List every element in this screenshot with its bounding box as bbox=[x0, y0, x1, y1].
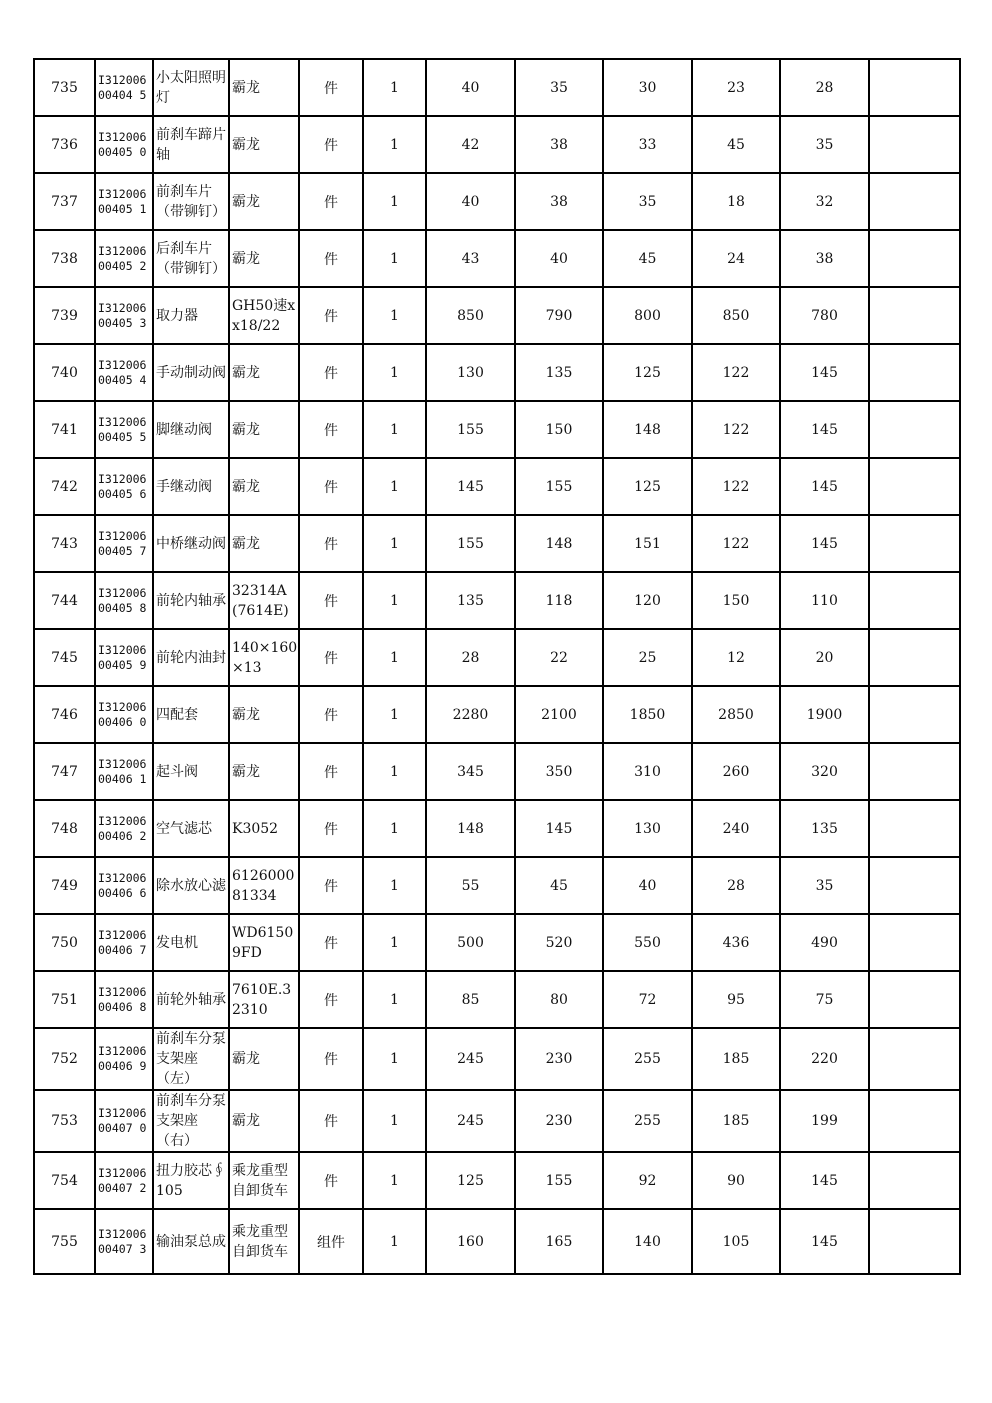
price-3: 125 bbox=[603, 458, 692, 515]
item-code: I31200600405 3 bbox=[95, 287, 153, 344]
item-code: I31200600406 9 bbox=[95, 1028, 153, 1090]
item-spec: 乘龙重型自卸货车 bbox=[229, 1152, 299, 1209]
item-note bbox=[869, 401, 960, 458]
price-3: 800 bbox=[603, 287, 692, 344]
price-4: 18 bbox=[692, 173, 780, 230]
price-4: 12 bbox=[692, 629, 780, 686]
item-spec: 霸龙 bbox=[229, 458, 299, 515]
row-number: 748 bbox=[34, 800, 95, 857]
price-1: 160 bbox=[426, 1209, 515, 1274]
row-number: 750 bbox=[34, 914, 95, 971]
item-note bbox=[869, 1152, 960, 1209]
price-3: 1850 bbox=[603, 686, 692, 743]
row-number: 738 bbox=[34, 230, 95, 287]
item-spec: 霸龙 bbox=[229, 1090, 299, 1152]
price-1: 85 bbox=[426, 971, 515, 1028]
item-name: 前刹车分泵支架座（左） bbox=[153, 1028, 229, 1090]
item-qty: 1 bbox=[363, 800, 426, 857]
price-2: 148 bbox=[515, 515, 603, 572]
row-number: 749 bbox=[34, 857, 95, 914]
item-note bbox=[869, 173, 960, 230]
item-name: 发电机 bbox=[153, 914, 229, 971]
price-2: 38 bbox=[515, 173, 603, 230]
table-row bbox=[34, 971, 960, 1028]
item-name: 后刹车片（带铆钉） bbox=[153, 230, 229, 287]
price-5: 220 bbox=[780, 1028, 869, 1090]
item-code: I31200600406 8 bbox=[95, 971, 153, 1028]
price-1: 40 bbox=[426, 59, 515, 116]
item-unit: 件 bbox=[299, 1028, 363, 1090]
item-note bbox=[869, 914, 960, 971]
item-note bbox=[869, 230, 960, 287]
item-qty: 1 bbox=[363, 1090, 426, 1152]
price-4: 24 bbox=[692, 230, 780, 287]
price-5: 145 bbox=[780, 1209, 869, 1274]
price-3: 255 bbox=[603, 1090, 692, 1152]
item-unit: 件 bbox=[299, 515, 363, 572]
price-2: 350 bbox=[515, 743, 603, 800]
item-unit: 件 bbox=[299, 914, 363, 971]
item-code: I31200600405 5 bbox=[95, 401, 153, 458]
price-5: 145 bbox=[780, 458, 869, 515]
item-spec: 霸龙 bbox=[229, 59, 299, 116]
table-row bbox=[34, 401, 960, 458]
item-qty: 1 bbox=[363, 572, 426, 629]
item-name: 前轮内轴承 bbox=[153, 572, 229, 629]
table-row bbox=[34, 458, 960, 515]
item-name: 脚继动阀 bbox=[153, 401, 229, 458]
item-note bbox=[869, 344, 960, 401]
item-note bbox=[869, 572, 960, 629]
table-row bbox=[34, 572, 960, 629]
price-2: 38 bbox=[515, 116, 603, 173]
item-unit: 件 bbox=[299, 344, 363, 401]
item-spec: 霸龙 bbox=[229, 116, 299, 173]
price-4: 122 bbox=[692, 515, 780, 572]
item-note bbox=[869, 1090, 960, 1152]
price-4: 28 bbox=[692, 857, 780, 914]
price-1: 155 bbox=[426, 401, 515, 458]
row-number: 743 bbox=[34, 515, 95, 572]
price-1: 145 bbox=[426, 458, 515, 515]
table-row bbox=[34, 857, 960, 914]
row-number: 739 bbox=[34, 287, 95, 344]
price-5: 35 bbox=[780, 116, 869, 173]
row-number: 742 bbox=[34, 458, 95, 515]
price-4: 95 bbox=[692, 971, 780, 1028]
item-unit: 件 bbox=[299, 401, 363, 458]
item-spec: 140×160×13 bbox=[229, 629, 299, 686]
row-number: 737 bbox=[34, 173, 95, 230]
item-qty: 1 bbox=[363, 173, 426, 230]
item-unit: 件 bbox=[299, 458, 363, 515]
price-2: 135 bbox=[515, 344, 603, 401]
price-2: 165 bbox=[515, 1209, 603, 1274]
item-qty: 1 bbox=[363, 230, 426, 287]
item-unit: 件 bbox=[299, 572, 363, 629]
price-1: 42 bbox=[426, 116, 515, 173]
item-unit: 件 bbox=[299, 857, 363, 914]
parts-price-table bbox=[33, 58, 961, 1275]
item-qty: 1 bbox=[363, 971, 426, 1028]
price-2: 520 bbox=[515, 914, 603, 971]
price-4: 260 bbox=[692, 743, 780, 800]
item-qty: 1 bbox=[363, 116, 426, 173]
price-1: 40 bbox=[426, 173, 515, 230]
row-number: 753 bbox=[34, 1090, 95, 1152]
price-5: 199 bbox=[780, 1090, 869, 1152]
price-3: 30 bbox=[603, 59, 692, 116]
price-1: 245 bbox=[426, 1028, 515, 1090]
price-2: 80 bbox=[515, 971, 603, 1028]
item-spec: 霸龙 bbox=[229, 1028, 299, 1090]
item-spec: 霸龙 bbox=[229, 686, 299, 743]
table-body bbox=[34, 59, 960, 1274]
price-1: 135 bbox=[426, 572, 515, 629]
price-3: 45 bbox=[603, 230, 692, 287]
item-code: I31200600406 0 bbox=[95, 686, 153, 743]
table-row bbox=[34, 515, 960, 572]
table-row bbox=[34, 1209, 960, 1274]
item-qty: 1 bbox=[363, 629, 426, 686]
row-number: 736 bbox=[34, 116, 95, 173]
price-2: 2100 bbox=[515, 686, 603, 743]
item-spec: 乘龙重型自卸货车 bbox=[229, 1209, 299, 1274]
price-5: 20 bbox=[780, 629, 869, 686]
price-5: 145 bbox=[780, 515, 869, 572]
price-1: 850 bbox=[426, 287, 515, 344]
item-unit: 件 bbox=[299, 800, 363, 857]
item-name: 手动制动阀 bbox=[153, 344, 229, 401]
price-2: 45 bbox=[515, 857, 603, 914]
table-row bbox=[34, 800, 960, 857]
item-code: I31200600406 6 bbox=[95, 857, 153, 914]
item-code: I31200600405 4 bbox=[95, 344, 153, 401]
price-2: 22 bbox=[515, 629, 603, 686]
item-qty: 1 bbox=[363, 686, 426, 743]
item-spec: 霸龙 bbox=[229, 230, 299, 287]
price-4: 240 bbox=[692, 800, 780, 857]
table-row bbox=[34, 287, 960, 344]
price-4: 122 bbox=[692, 344, 780, 401]
item-unit: 件 bbox=[299, 743, 363, 800]
item-name: 起斗阀 bbox=[153, 743, 229, 800]
price-5: 28 bbox=[780, 59, 869, 116]
item-qty: 1 bbox=[363, 458, 426, 515]
item-spec: 32314A(7614E) bbox=[229, 572, 299, 629]
price-4: 436 bbox=[692, 914, 780, 971]
table-row bbox=[34, 629, 960, 686]
table-row bbox=[34, 59, 960, 116]
row-number: 746 bbox=[34, 686, 95, 743]
price-1: 500 bbox=[426, 914, 515, 971]
price-1: 148 bbox=[426, 800, 515, 857]
item-name: 前轮内油封 bbox=[153, 629, 229, 686]
row-number: 744 bbox=[34, 572, 95, 629]
item-note bbox=[869, 800, 960, 857]
item-note bbox=[869, 686, 960, 743]
row-number: 754 bbox=[34, 1152, 95, 1209]
row-number: 752 bbox=[34, 1028, 95, 1090]
table-row bbox=[34, 173, 960, 230]
item-qty: 1 bbox=[363, 287, 426, 344]
item-name: 前刹车分泵支架座（右） bbox=[153, 1090, 229, 1152]
item-spec: 霸龙 bbox=[229, 743, 299, 800]
item-spec: 7610E.32310 bbox=[229, 971, 299, 1028]
price-4: 850 bbox=[692, 287, 780, 344]
item-code: I31200600404 5 bbox=[95, 59, 153, 116]
price-4: 150 bbox=[692, 572, 780, 629]
table-row bbox=[34, 344, 960, 401]
item-code: I31200600406 7 bbox=[95, 914, 153, 971]
item-code: I31200600407 2 bbox=[95, 1152, 153, 1209]
row-number: 755 bbox=[34, 1209, 95, 1274]
item-code: I31200600405 2 bbox=[95, 230, 153, 287]
item-note bbox=[869, 857, 960, 914]
item-note bbox=[869, 743, 960, 800]
item-name: 除水放心滤 bbox=[153, 857, 229, 914]
item-qty: 1 bbox=[363, 344, 426, 401]
price-3: 550 bbox=[603, 914, 692, 971]
item-qty: 1 bbox=[363, 59, 426, 116]
item-spec: 霸龙 bbox=[229, 401, 299, 458]
price-2: 230 bbox=[515, 1028, 603, 1090]
price-5: 145 bbox=[780, 344, 869, 401]
price-3: 25 bbox=[603, 629, 692, 686]
price-2: 230 bbox=[515, 1090, 603, 1152]
item-spec: 霸龙 bbox=[229, 515, 299, 572]
item-name: 手继动阀 bbox=[153, 458, 229, 515]
price-5: 320 bbox=[780, 743, 869, 800]
price-3: 92 bbox=[603, 1152, 692, 1209]
item-code: I31200600407 3 bbox=[95, 1209, 153, 1274]
item-unit: 件 bbox=[299, 1152, 363, 1209]
price-5: 1900 bbox=[780, 686, 869, 743]
table-row bbox=[34, 686, 960, 743]
price-4: 23 bbox=[692, 59, 780, 116]
item-unit: 件 bbox=[299, 686, 363, 743]
item-spec: WD61509FD bbox=[229, 914, 299, 971]
item-qty: 1 bbox=[363, 515, 426, 572]
item-spec: 霸龙 bbox=[229, 173, 299, 230]
item-code: I31200600405 6 bbox=[95, 458, 153, 515]
price-2: 155 bbox=[515, 458, 603, 515]
item-spec: 霸龙 bbox=[229, 344, 299, 401]
price-3: 151 bbox=[603, 515, 692, 572]
price-5: 35 bbox=[780, 857, 869, 914]
table-row bbox=[34, 914, 960, 971]
price-4: 122 bbox=[692, 458, 780, 515]
item-note bbox=[869, 629, 960, 686]
table-row bbox=[34, 1090, 960, 1152]
item-qty: 1 bbox=[363, 914, 426, 971]
price-4: 122 bbox=[692, 401, 780, 458]
item-name: 前刹车片（带铆钉） bbox=[153, 173, 229, 230]
item-unit: 件 bbox=[299, 59, 363, 116]
item-code: I31200600407 0 bbox=[95, 1090, 153, 1152]
price-1: 28 bbox=[426, 629, 515, 686]
price-2: 35 bbox=[515, 59, 603, 116]
table-row bbox=[34, 230, 960, 287]
price-5: 110 bbox=[780, 572, 869, 629]
price-1: 55 bbox=[426, 857, 515, 914]
price-2: 118 bbox=[515, 572, 603, 629]
price-2: 150 bbox=[515, 401, 603, 458]
price-4: 185 bbox=[692, 1090, 780, 1152]
item-spec: K3052 bbox=[229, 800, 299, 857]
price-3: 125 bbox=[603, 344, 692, 401]
price-3: 310 bbox=[603, 743, 692, 800]
price-5: 32 bbox=[780, 173, 869, 230]
item-unit: 件 bbox=[299, 116, 363, 173]
price-1: 155 bbox=[426, 515, 515, 572]
item-code: I31200600406 2 bbox=[95, 800, 153, 857]
price-5: 145 bbox=[780, 1152, 869, 1209]
price-1: 125 bbox=[426, 1152, 515, 1209]
price-4: 185 bbox=[692, 1028, 780, 1090]
item-unit: 件 bbox=[299, 287, 363, 344]
price-5: 38 bbox=[780, 230, 869, 287]
item-unit: 组件 bbox=[299, 1209, 363, 1274]
row-number: 745 bbox=[34, 629, 95, 686]
item-name: 前刹车蹄片轴 bbox=[153, 116, 229, 173]
price-3: 120 bbox=[603, 572, 692, 629]
item-name: 小太阳照明灯 bbox=[153, 59, 229, 116]
item-unit: 件 bbox=[299, 1090, 363, 1152]
item-name: 空气滤芯 bbox=[153, 800, 229, 857]
item-note bbox=[869, 971, 960, 1028]
price-5: 780 bbox=[780, 287, 869, 344]
price-3: 255 bbox=[603, 1028, 692, 1090]
row-number: 747 bbox=[34, 743, 95, 800]
price-1: 43 bbox=[426, 230, 515, 287]
item-note bbox=[869, 59, 960, 116]
item-name: 扭力胶芯∮105 bbox=[153, 1152, 229, 1209]
price-2: 155 bbox=[515, 1152, 603, 1209]
item-qty: 1 bbox=[363, 401, 426, 458]
item-note bbox=[869, 1028, 960, 1090]
price-3: 33 bbox=[603, 116, 692, 173]
price-3: 40 bbox=[603, 857, 692, 914]
item-note bbox=[869, 515, 960, 572]
price-4: 90 bbox=[692, 1152, 780, 1209]
price-4: 105 bbox=[692, 1209, 780, 1274]
item-code: I31200600405 0 bbox=[95, 116, 153, 173]
price-3: 35 bbox=[603, 173, 692, 230]
price-3: 130 bbox=[603, 800, 692, 857]
price-4: 45 bbox=[692, 116, 780, 173]
item-qty: 1 bbox=[363, 857, 426, 914]
item-unit: 件 bbox=[299, 629, 363, 686]
table-row bbox=[34, 1152, 960, 1209]
price-5: 490 bbox=[780, 914, 869, 971]
price-1: 345 bbox=[426, 743, 515, 800]
item-note bbox=[869, 1209, 960, 1274]
item-qty: 1 bbox=[363, 1028, 426, 1090]
table-row bbox=[34, 743, 960, 800]
item-qty: 1 bbox=[363, 743, 426, 800]
row-number: 740 bbox=[34, 344, 95, 401]
item-spec: 612600081334 bbox=[229, 857, 299, 914]
price-5: 135 bbox=[780, 800, 869, 857]
price-1: 2280 bbox=[426, 686, 515, 743]
item-qty: 1 bbox=[363, 1152, 426, 1209]
item-code: I31200600406 1 bbox=[95, 743, 153, 800]
item-unit: 件 bbox=[299, 971, 363, 1028]
item-unit: 件 bbox=[299, 173, 363, 230]
item-note bbox=[869, 116, 960, 173]
item-name: 取力器 bbox=[153, 287, 229, 344]
item-name: 中桥继动阀 bbox=[153, 515, 229, 572]
table-row bbox=[34, 1028, 960, 1090]
price-5: 145 bbox=[780, 401, 869, 458]
price-1: 130 bbox=[426, 344, 515, 401]
price-5: 75 bbox=[780, 971, 869, 1028]
item-name: 四配套 bbox=[153, 686, 229, 743]
item-code: I31200600405 8 bbox=[95, 572, 153, 629]
price-3: 72 bbox=[603, 971, 692, 1028]
item-note bbox=[869, 287, 960, 344]
price-2: 40 bbox=[515, 230, 603, 287]
row-number: 751 bbox=[34, 971, 95, 1028]
item-name: 输油泵总成 bbox=[153, 1209, 229, 1274]
price-3: 140 bbox=[603, 1209, 692, 1274]
item-code: I31200600405 1 bbox=[95, 173, 153, 230]
item-name: 前轮外轴承 bbox=[153, 971, 229, 1028]
price-3: 148 bbox=[603, 401, 692, 458]
item-spec: GH50速xx18/22 bbox=[229, 287, 299, 344]
item-code: I31200600405 9 bbox=[95, 629, 153, 686]
price-2: 790 bbox=[515, 287, 603, 344]
table-row bbox=[34, 116, 960, 173]
row-number: 741 bbox=[34, 401, 95, 458]
price-1: 245 bbox=[426, 1090, 515, 1152]
row-number: 735 bbox=[34, 59, 95, 116]
item-unit: 件 bbox=[299, 230, 363, 287]
item-note bbox=[869, 458, 960, 515]
item-code: I31200600405 7 bbox=[95, 515, 153, 572]
item-qty: 1 bbox=[363, 1209, 426, 1274]
price-4: 2850 bbox=[692, 686, 780, 743]
price-2: 145 bbox=[515, 800, 603, 857]
